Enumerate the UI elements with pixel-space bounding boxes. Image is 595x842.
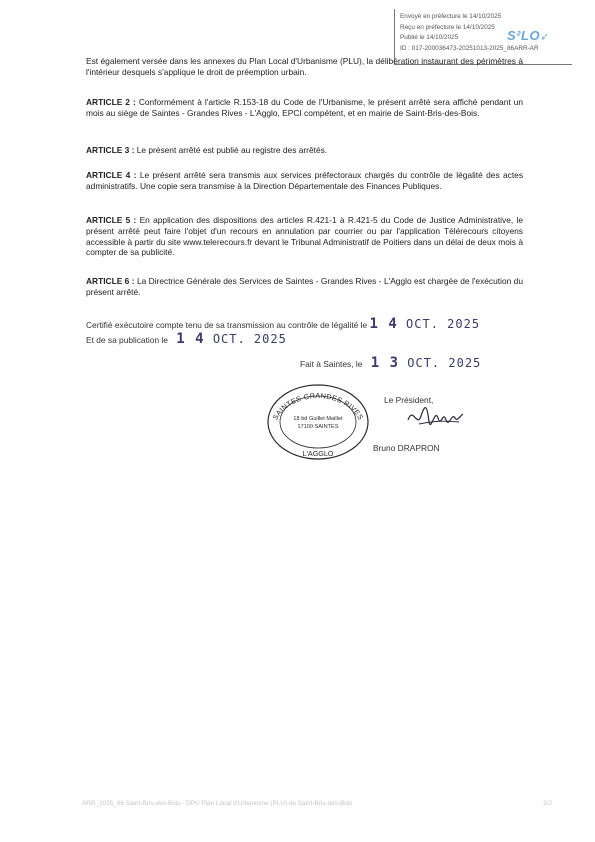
article-5 xyxy=(86,215,523,258)
article-label: ARTICLE 6 : xyxy=(86,276,135,286)
article-text: La Directrice Générale des Services de Saintes - Grandes Rives - L'Agglo est chargée de l'exécution du présent arrêté. xyxy=(86,276,523,297)
footer-reference: ARR_2025_86 Saint-Bris-des-Bois - DPU Plan Local d'Urbanisme (PLU) de Saint-Bris-des-Bois xyxy=(82,800,353,807)
publication-text: Et de sa publication le xyxy=(86,335,168,345)
certification-text: Certifié exécutoire compte tenu de sa transmission au contrôle de légalité le xyxy=(86,320,368,330)
page-footer xyxy=(82,800,552,807)
seal-bottom-text: L'AGGLO xyxy=(302,449,334,458)
handwritten-signature xyxy=(405,398,465,438)
article-label: ARTICLE 5 : xyxy=(86,215,137,225)
article-text: Le présent arrêté sera transmis aux services préfectoraux chargés du contrôle de légalité des actes administratifs. Une copie sera transmise à la Direction Départementale des Finances Publiques. xyxy=(86,170,524,191)
stamp-received-line: Reçu en préfecture le 14/10/2025 xyxy=(400,23,495,31)
article-text: En application des dispositions des articles R.421-1 à R.421-5 du Code de Justice Administrative, le présent arrêté peut faire l'objet d'un recours en annulation par courrier ou par l'application Télérecours citoyens accessible à partir du site www.telerecours.fr devant le Tribunal Administratif de Poitiers dans un délai de deux mois à compter de sa publicité. xyxy=(86,215,523,258)
article-3 xyxy=(86,145,523,156)
date-stamp-month-year: OCT. 2025 xyxy=(212,332,287,346)
article-4 xyxy=(86,170,523,192)
seal-top-arc: SAINTES GRANDES RIVES xyxy=(270,391,366,422)
date-stamp-day: 1 3 xyxy=(370,355,400,371)
date-stamp-month-year: OCT. 2025 xyxy=(406,317,481,331)
article-text: Conformément à l'article R.153-18 du Code de l'Urbanisme, le présent arrêté sera affiché pendant un mois au siège de Saintes - Grandes Rives - L'Agglo, EPCI compétent, et en mairie de Saint-Bris-des-Bois. xyxy=(86,97,524,118)
signer-name: Bruno DRAPRON xyxy=(373,443,440,453)
certification-line xyxy=(86,316,480,332)
signing-place-date xyxy=(300,355,481,371)
date-stamp xyxy=(370,316,481,332)
date-stamp xyxy=(176,331,287,347)
date-stamp-day: 1 4 xyxy=(369,316,398,332)
article-2 xyxy=(86,97,523,119)
intro-paragraph: Est également versée dans les annexes du Plan Local d'Urbanisme (PLU), la délibération instaurant des périmètres à l'intérieur desquels s'applique le droit de préemption urbain. xyxy=(86,56,523,77)
seal-address-line1: 18 bd Guillet Maillet xyxy=(293,416,343,422)
article-6 xyxy=(86,276,523,298)
stamp-id-line: ID : 017-200036473-20251013-2025_86ARR-AR xyxy=(400,44,539,52)
article-label: ARTICLE 2 : xyxy=(86,97,136,107)
signing-place-text: Fait à Saintes, le xyxy=(300,359,363,369)
swoosh-icon: ➶ xyxy=(540,32,549,43)
slo-logo-text: S²LO xyxy=(507,28,541,43)
date-stamp-day: 1 4 xyxy=(176,331,205,347)
stamp-published-line: Publié le 14/10/2025 xyxy=(400,34,459,41)
date-stamp xyxy=(371,355,482,371)
slo-logo xyxy=(507,28,549,43)
article-label: ARTICLE 4 : xyxy=(86,170,137,180)
article-label: ARTICLE 3 : xyxy=(86,145,135,155)
seal-address-line2: 17100 SAINTES xyxy=(297,424,339,430)
page-number: 2/2 xyxy=(543,800,552,807)
stamp-sent-line: Envoyé en préfecture le 14/10/2025 xyxy=(400,13,502,20)
article-text: Le présent arrêté est publié au registre des arrêtés. xyxy=(136,145,328,155)
publication-line xyxy=(86,331,287,347)
date-stamp-month-year: OCT. 2025 xyxy=(407,356,482,370)
signatory-title: Le Président, xyxy=(384,395,434,405)
official-seal xyxy=(262,380,374,462)
